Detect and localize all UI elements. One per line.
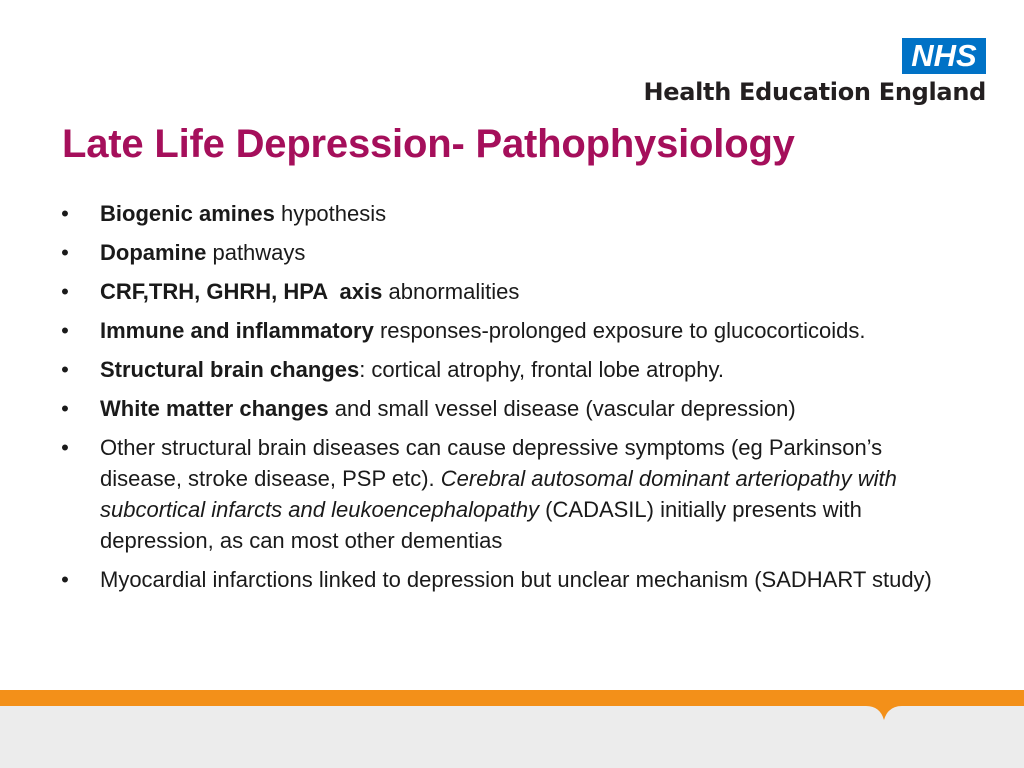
bullet-bold-text: White matter changes <box>100 396 329 421</box>
bullet-list <box>58 198 958 603</box>
bullet-text: responses-prolonged exposure to glucocorticoids. <box>373 318 866 343</box>
bullet-bold-text: Structural brain changes <box>100 357 360 382</box>
bullet-dot: • <box>61 357 69 382</box>
slide-title: Late Life Depression- Pathophysiology <box>62 122 795 166</box>
bullet-bold-text: Biogenic amines <box>100 201 275 226</box>
bullet-text: Myocardial infarctions linked to depression but unclear mechanism (SADHART study) <box>100 567 932 592</box>
nhs-hee-logo <box>638 38 986 110</box>
bullet-dot: • <box>61 240 69 265</box>
bullet-text: Other structural brain diseases can cause depressive symptoms (eg Parkinson’s disease, stroke disease, PSP etc). <box>100 435 883 491</box>
bullet-hpa-axis <box>58 276 958 307</box>
footer-grey-panel <box>0 706 1024 768</box>
bullet-italic-text: Cerebral autosomal dominant arteriopathy with subcortical infarcts and leukoencephalopathy <box>100 466 897 522</box>
footer-band <box>0 690 1024 768</box>
bullet-dot: • <box>61 201 69 226</box>
organisation-name: Health Education England <box>643 78 986 106</box>
bullet-dot: • <box>61 279 69 304</box>
bullet-bold-text: Dopamine <box>100 240 207 265</box>
bullet-text: : cortical atrophy, frontal lobe atrophy. <box>359 357 725 382</box>
bullet-text: hypothesis <box>274 201 387 226</box>
bullet-text: abnormalities <box>382 279 520 304</box>
bullet-dot: • <box>61 435 69 460</box>
nhs-logo-box: NHS <box>902 38 986 74</box>
bullet-other-structural <box>58 432 958 556</box>
bullet-dot: • <box>61 567 69 592</box>
bullet-structural-changes <box>58 354 958 385</box>
bullet-dot: • <box>61 396 69 421</box>
bullet-text: pathways <box>206 240 306 265</box>
bullet-dopamine <box>58 237 958 268</box>
bullet-text: and small vessel disease (vascular depression) <box>328 396 796 421</box>
bullet-myocardial <box>58 564 958 595</box>
bullet-biogenic-amines <box>58 198 958 229</box>
bullet-white-matter <box>58 393 958 424</box>
bullet-immune <box>58 315 958 346</box>
bullet-dot: • <box>61 318 69 343</box>
bullet-bold-text: Immune and inflammatory <box>100 318 374 343</box>
bullet-text: (CADASIL) initially presents with depression, as can most other dementias <box>100 497 862 553</box>
bullet-bold-text: CRF,TRH, GHRH, HPA axis <box>100 279 383 304</box>
